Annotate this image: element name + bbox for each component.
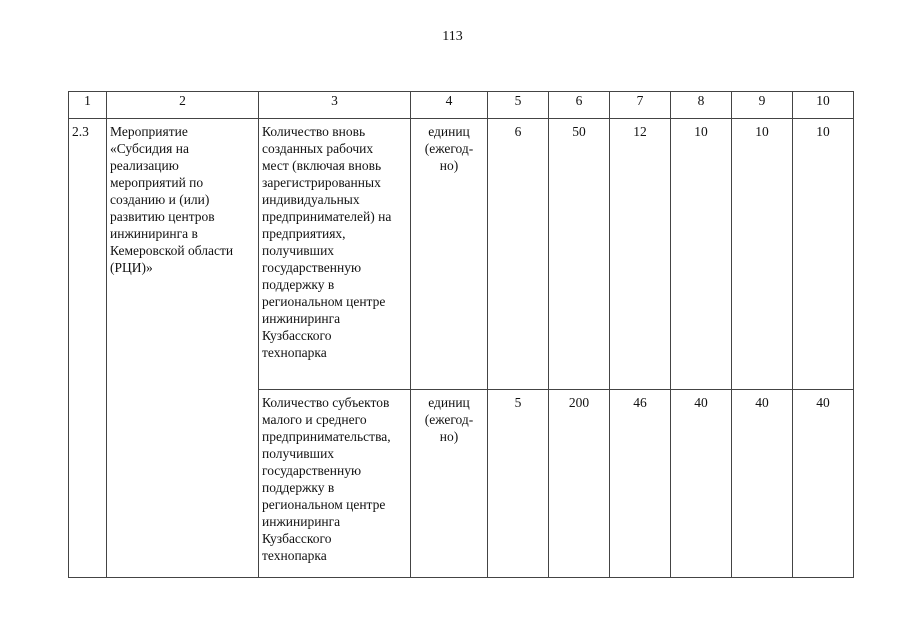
indicator-line: предпринимателей) на [262, 209, 392, 224]
value-cell: 200 [549, 390, 610, 578]
value-cell: 6 [488, 119, 549, 390]
value-cell: 40 [793, 390, 854, 578]
header-cell: 6 [549, 92, 610, 119]
indicator-line: малого и среднего [262, 412, 367, 427]
header-cell: 10 [793, 92, 854, 119]
value-cell: 40 [671, 390, 732, 578]
indicator-line: поддержку в [262, 480, 335, 495]
indicators-table [68, 91, 854, 578]
indicator-cell [259, 390, 411, 578]
header-cell: 4 [411, 92, 488, 119]
header-cell: 8 [671, 92, 732, 119]
value-cell: 10 [671, 119, 732, 390]
event-cell [107, 119, 259, 578]
indicator-line: инжиниринга [262, 514, 341, 529]
unit-cell [411, 119, 488, 390]
indicator-line: инжиниринга [262, 311, 341, 326]
unit-line: единиц [428, 124, 470, 139]
header-cell: 5 [488, 92, 549, 119]
event-line: Кемеровской области [110, 243, 234, 258]
header-cell: 2 [107, 92, 259, 119]
unit-cell [411, 390, 488, 578]
row-number-cell: 2.3 [69, 119, 107, 578]
indicator-line: Количество вновь [262, 124, 366, 139]
indicator-line: мест (включая вновь [262, 158, 382, 173]
indicator-line: Кузбасского [262, 328, 332, 343]
event-line: реализацию [110, 158, 179, 173]
event-line: «Субсидия на [110, 141, 189, 156]
indicator-line: получивших [262, 446, 335, 461]
indicator-line: Кузбасского [262, 531, 332, 546]
value-cell: 40 [732, 390, 793, 578]
indicator-line: технопарка [262, 345, 327, 360]
indicator-cell [259, 119, 411, 390]
value-cell: 50 [549, 119, 610, 390]
table-header-row [69, 92, 854, 119]
header-cell: 3 [259, 92, 411, 119]
unit-line: (ежегод- [424, 412, 474, 427]
value-cell: 10 [793, 119, 854, 390]
indicator-line: региональном центре [262, 294, 386, 309]
indicator-line: зарегистрированных [262, 175, 381, 190]
indicator-line: Количество субъектов [262, 395, 390, 410]
indicator-line: созданных рабочих [262, 141, 374, 156]
value-cell: 5 [488, 390, 549, 578]
event-line: развитию центров [110, 209, 215, 224]
event-line: Мероприятие [110, 124, 188, 139]
indicator-line: получивших [262, 243, 335, 258]
indicator-line: государственную [262, 260, 362, 275]
table-row [69, 119, 854, 390]
unit-line: но) [439, 429, 459, 444]
indicator-line: государственную [262, 463, 362, 478]
event-line: инжиниринга в [110, 226, 198, 241]
indicator-line: предприятиях, [262, 226, 346, 241]
indicator-line: поддержку в [262, 277, 335, 292]
event-line: (РЦИ)» [110, 260, 153, 275]
header-cell: 1 [69, 92, 107, 119]
unit-line: (ежегод- [424, 141, 474, 156]
header-cell: 7 [610, 92, 671, 119]
value-cell: 12 [610, 119, 671, 390]
unit-line: единиц [428, 395, 470, 410]
header-cell: 9 [732, 92, 793, 119]
indicator-line: технопарка [262, 548, 327, 563]
indicator-line: индивидуальных [262, 192, 360, 207]
indicator-line: предпринимательства, [262, 429, 391, 444]
page-number: 113 [442, 29, 463, 44]
indicator-line: региональном центре [262, 497, 386, 512]
value-cell: 46 [610, 390, 671, 578]
event-line: мероприятий по [110, 175, 204, 190]
unit-line: но) [439, 158, 459, 173]
value-cell: 10 [732, 119, 793, 390]
event-line: созданию и (или) [110, 192, 210, 207]
